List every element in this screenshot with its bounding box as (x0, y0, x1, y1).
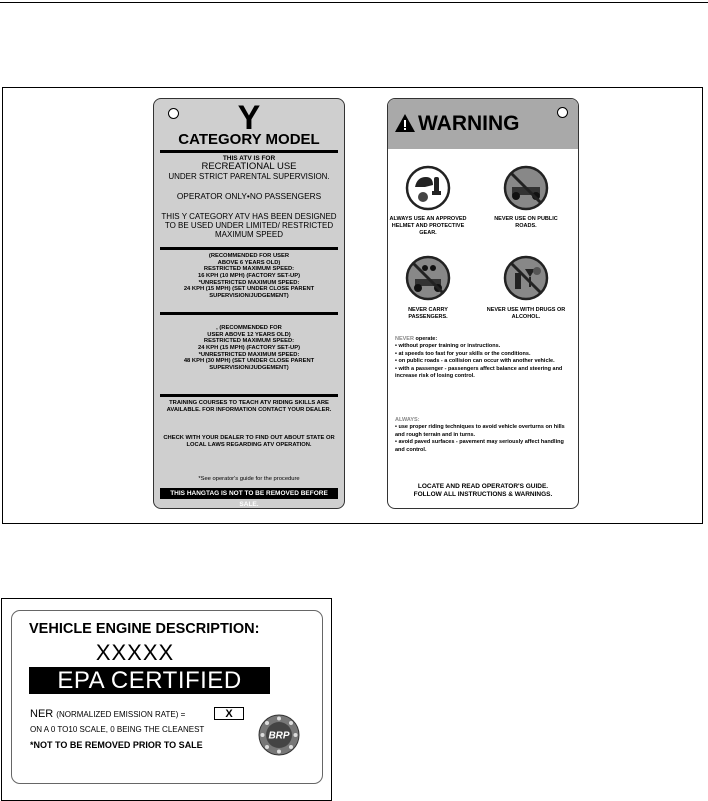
helmet-caption: ALWAYS USE AN APPROVED HELMET AND PROTECTIVE GEAR. (389, 216, 467, 236)
local-laws-text: CHECK WITH YOUR DEALER TO FIND OUT ABOUT STATE OR LOCAL LAWS REGARDING ATV OPERATION. (163, 435, 335, 448)
always-item: • avoid paved surfaces - pavement may seriously affect handling and control. (395, 439, 564, 453)
warning-hangtag (387, 98, 579, 509)
six-year-speed-block (158, 253, 340, 300)
hangtags-frame (2, 87, 703, 524)
speed-line: *UNRESTRICTED MAXIMUM SPEED: (198, 351, 300, 358)
speed-line: (RECOMMENDED FOR USER (208, 253, 290, 259)
warning-footer (388, 483, 578, 500)
ner-detail: (NORMALIZED EMISSION RATE) = (56, 710, 186, 719)
never-item: • on public roads - a collision can occur with another vehicle. (395, 358, 555, 365)
y-letter: Y (237, 99, 261, 137)
roads-caption: NEVER USE ON PUBLIC ROADS. (494, 216, 558, 229)
top-rule (0, 2, 708, 3)
always-item: • use proper riding techniques to avoid vehicle overturns on hills and rough terrain and in turns. (395, 424, 565, 438)
divider (160, 247, 338, 250)
speed-line: 24 KPH (15 MPH) (SET UNDER CLOSE PARENT (183, 286, 315, 293)
ner-label: NER (30, 708, 54, 720)
never-label: NEVER (395, 336, 414, 342)
footer-line: FOLLOW ALL INSTRUCTIONS & WARNINGS. (413, 491, 553, 499)
speed-line: USER ABOVE 12 YEARS OLD) (207, 331, 291, 338)
epa-certified-banner: EPA CERTIFIED (29, 667, 270, 694)
engine-description-title: VEHICLE ENGINE DESCRIPTION: (29, 621, 260, 637)
training-courses-text: TRAINING COURSES TO TEACH ATV RIDING SKILLS ARE AVAILABLE. FOR INFORMATION CONTACT YOUR DEALER. (166, 400, 332, 413)
divider (160, 394, 338, 397)
drugs-caption: NEVER USE WITH DRUGS OR ALCOHOL. (486, 307, 566, 320)
not-removed-note: *NOT TO BE REMOVED PRIOR TO SALE (30, 740, 203, 750)
never-item: • with a passenger - passengers affect balance and steering and increase risk of losing control. (395, 365, 563, 380)
speed-line: 48 KPH (30 MPH) (SET UNDER CLOSE PARENT (183, 358, 315, 365)
speed-line: RESTRICTED MAXIMUM SPEED: (203, 266, 295, 273)
never-item: • at speeds too fast for your skills or the conditions. (395, 350, 531, 357)
brp-logo (258, 714, 300, 756)
speed-line: ABOVE 6 YEARS OLD) (217, 259, 281, 266)
always-section (395, 417, 572, 454)
scale-note: ON A 0 TO10 SCALE, 0 BEING THE CLEANEST (30, 725, 205, 734)
ner-line (30, 707, 185, 722)
hangtag-hole (557, 107, 568, 118)
speed-line: RESTRICTED MAXIMUM SPEED: (203, 338, 295, 345)
speed-line: *UNRESTRICTED MAXIMUM SPEED: (198, 279, 300, 286)
never-suffix: operate: (413, 336, 438, 342)
helmet-gear-icon (405, 165, 451, 211)
passengers-caption: NEVER CARRY PASSENGERS. (408, 307, 448, 320)
recreational-use-line: RECREATIONAL USE (201, 161, 297, 172)
category-model-title: CATEGORY MODEL (178, 131, 320, 148)
speed-line: 16 KPH (10 MPH) (FACTORY SET-UP) (198, 272, 300, 279)
always-label: ALWAYS: (395, 417, 420, 423)
never-item: • without proper training or instructions. (395, 343, 501, 350)
engine-code-placeholder: XXXXX (95, 640, 175, 665)
warning-triangle-icon (394, 113, 416, 133)
atv-for-line: THIS ATV IS FOR (222, 155, 276, 162)
speed-line: 24 KPH (15 MPH) (FACTORY SET-UP) (198, 344, 300, 351)
operator-only-line: OPERATOR ONLY•NO PASSENGERS (176, 191, 322, 201)
designed-restricted-text: THIS Y CATEGORY ATV HAS BEEN DESIGNED TO BE USED UNDER LIMITED/ RESTRICTED MAXIMUM SPEED (161, 212, 337, 240)
parental-supervision-line: UNDER STRICT PARENTAL SUPERVISION. (168, 172, 330, 181)
no-drugs-alcohol-icon (503, 255, 549, 301)
speed-line: SUPERVISION/JUDGEMENT) (209, 292, 289, 299)
divider (160, 150, 338, 153)
footer-line: LOCATE AND READ OPERATOR'S GUIDE. (417, 483, 549, 490)
never-operate-section (395, 336, 572, 381)
ner-value-box: X (214, 707, 244, 720)
no-public-roads-icon (503, 165, 549, 211)
no-passengers-icon (405, 255, 451, 301)
brp-logo-text: BRP (268, 730, 290, 742)
divider (160, 312, 338, 315)
twelve-year-speed-block (158, 325, 340, 372)
speed-line: SUPERVISION/JUDGEMENT) (209, 364, 289, 371)
see-guide-note: *See operator's guide for the procedure (198, 476, 300, 482)
warning-title: WARNING (418, 112, 520, 135)
y-category-hangtag (153, 98, 345, 509)
hangtag-notice: THIS HANGTAG IS NOT TO BE REMOVED BEFORE SALE. (160, 488, 338, 499)
speed-line: , (RECOMMENDED FOR (216, 325, 282, 331)
